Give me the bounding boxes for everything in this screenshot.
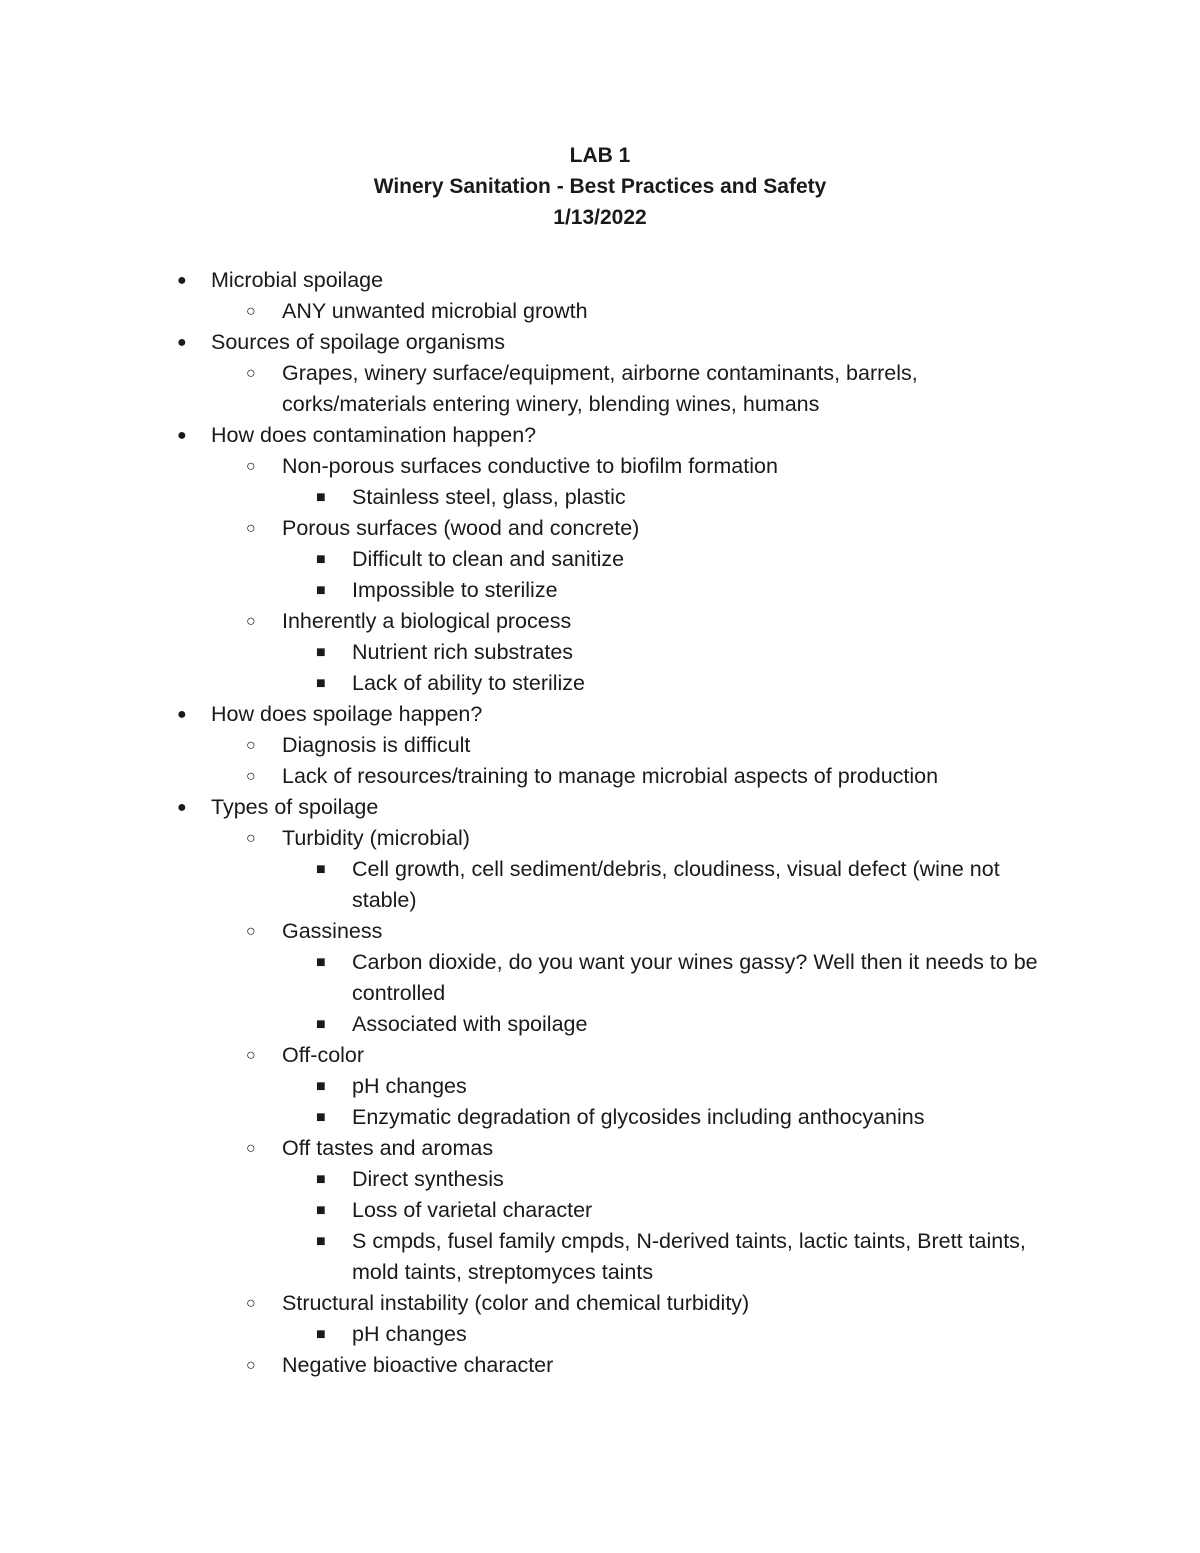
bullet-icon: ■ (316, 489, 326, 506)
outline-item-level-1 (0, 606, 1200, 637)
outline-item-text: Off tastes and aromas (282, 1136, 494, 1160)
bullet-icon: ■ (316, 1171, 326, 1188)
outline-item-text: Difficult to clean and sanitize (352, 547, 625, 571)
lab-title: LAB 1 (569, 144, 631, 167)
outline-item-level-1 (0, 761, 1200, 792)
outline-item-level-0 (0, 420, 1200, 451)
bullet-icon: ■ (316, 1233, 326, 1250)
outline-item-level-2 (0, 1226, 1200, 1288)
outline-item-text: Lack of ability to sterilize (352, 671, 586, 695)
bullet-icon: ○ (246, 1357, 256, 1374)
bullet-icon: ○ (246, 923, 256, 940)
outline-item-level-1 (0, 513, 1200, 544)
bullet-icon: ○ (246, 1295, 256, 1312)
bullet-icon: ○ (246, 613, 256, 630)
outline-item-level-2 (0, 947, 1200, 1009)
outline-item-level-2 (0, 1319, 1200, 1350)
outline-item-level-1 (0, 730, 1200, 761)
bullet-icon: ● (177, 334, 187, 351)
outline-item-level-2 (0, 1071, 1200, 1102)
outline-item-level-1 (0, 358, 1200, 420)
outline-item-level-1 (0, 1133, 1200, 1164)
outline-item-text: Loss of varietal character (352, 1198, 593, 1222)
outline-item-level-1 (0, 1040, 1200, 1071)
bullet-icon: ○ (246, 830, 256, 847)
outline-item-text: Direct synthesis (352, 1167, 504, 1191)
document-header (0, 140, 1200, 233)
outline-item-text: Nutrient rich substrates (352, 640, 574, 664)
bullet-icon: ○ (246, 737, 256, 754)
outline-item-text: ANY unwanted microbial growth (282, 299, 588, 323)
bullet-icon: ○ (246, 458, 256, 475)
outline-item-text: S cmpds, fusel family cmpds, N-derived taints, lactic taints, Brett taints, mold taints, streptomyces taints (352, 1229, 1026, 1284)
outline-item-level-1 (0, 916, 1200, 947)
document-title: Winery Sanitation - Best Practices and Safety (373, 175, 827, 198)
outline-item-level-2 (0, 482, 1200, 513)
outline-item-text: Grapes, winery surface/equipment, airborne contaminants, barrels, corks/materials entering winery, blending wines, humans (282, 361, 918, 416)
outline-item-text: Porous surfaces (wood and concrete) (282, 516, 640, 540)
bullet-icon: ○ (246, 1140, 256, 1157)
outline-item-level-2 (0, 1164, 1200, 1195)
outline-item-text: Impossible to sterilize (352, 578, 558, 602)
bullet-icon: ■ (316, 1109, 326, 1126)
outline-item-text: Negative bioactive character (282, 1353, 554, 1377)
bullet-icon: ● (177, 427, 187, 444)
outline-item-text: Stainless steel, glass, plastic (352, 485, 626, 509)
outline-item-text: Structural instability (color and chemical turbidity) (282, 1291, 750, 1315)
bullet-icon: ● (177, 706, 187, 723)
outline-item-level-0 (0, 699, 1200, 730)
bullet-icon: ■ (316, 954, 326, 971)
bullet-icon: ■ (316, 861, 326, 878)
outline-item-level-1 (0, 296, 1200, 327)
bullet-icon: ● (177, 799, 187, 816)
outline-item-text: Cell growth, cell sediment/debris, cloudiness, visual defect (wine not stable) (352, 857, 1000, 912)
outline-item-level-0 (0, 327, 1200, 358)
outline-item-text: Sources of spoilage organisms (211, 330, 505, 354)
outline-item-text: Inherently a biological process (282, 609, 572, 633)
outline-item-level-0 (0, 265, 1200, 296)
bullet-icon: ● (177, 272, 187, 289)
outline-item-text: Lack of resources/training to manage microbial aspects of production (282, 764, 939, 788)
bullet-icon: ■ (316, 1202, 326, 1219)
bullet-icon: ○ (246, 303, 256, 320)
bullet-icon: ■ (316, 1078, 326, 1095)
outline-item-text: Enzymatic degradation of glycosides including anthocyanins (352, 1105, 925, 1129)
outline-item-level-2 (0, 854, 1200, 916)
outline-item-text: pH changes (352, 1322, 467, 1346)
outline-item-text: How does spoilage happen? (211, 702, 483, 726)
outline-item-level-1 (0, 1288, 1200, 1319)
bullet-icon: ■ (316, 1016, 326, 1033)
outline-item-level-2 (0, 1102, 1200, 1133)
bullet-icon: ○ (246, 365, 256, 382)
outline-item-text: How does contamination happen? (211, 423, 537, 447)
outline-item-text: pH changes (352, 1074, 467, 1098)
bullet-icon: ■ (316, 675, 326, 692)
outline-item-text: Carbon dioxide, do you want your wines gassy? Well then it needs to be controlled (352, 950, 1038, 1005)
outline-item-level-2 (0, 544, 1200, 575)
outline-item-level-2 (0, 668, 1200, 699)
bullet-icon: ■ (316, 582, 326, 599)
outline-item-text: Gassiness (282, 919, 383, 943)
outline-item-level-2 (0, 1195, 1200, 1226)
outline-item-text: Diagnosis is difficult (282, 733, 471, 757)
document-date: 1/13/2022 (553, 206, 647, 229)
notes-outline (0, 265, 1200, 1381)
outline-item-text: Non-porous surfaces conductive to biofilm formation (282, 454, 778, 478)
outline-item-text: Types of spoilage (211, 795, 379, 819)
outline-item-level-2 (0, 1009, 1200, 1040)
outline-item-level-1 (0, 451, 1200, 482)
bullet-icon: ○ (246, 520, 256, 537)
bullet-icon: ■ (316, 551, 326, 568)
outline-item-text: Associated with spoilage (352, 1012, 588, 1036)
bullet-icon: ○ (246, 1047, 256, 1064)
outline-item-level-2 (0, 637, 1200, 668)
bullet-icon: ■ (316, 1326, 326, 1343)
outline-item-level-2 (0, 575, 1200, 606)
outline-item-level-1 (0, 823, 1200, 854)
outline-item-text: Off-color (282, 1043, 365, 1067)
outline-item-level-1 (0, 1350, 1200, 1381)
bullet-icon: ■ (316, 644, 326, 661)
outline-item-text: Turbidity (microbial) (282, 826, 470, 850)
outline-item-level-0 (0, 792, 1200, 823)
outline-item-text: Microbial spoilage (211, 268, 384, 292)
bullet-icon: ○ (246, 768, 256, 785)
